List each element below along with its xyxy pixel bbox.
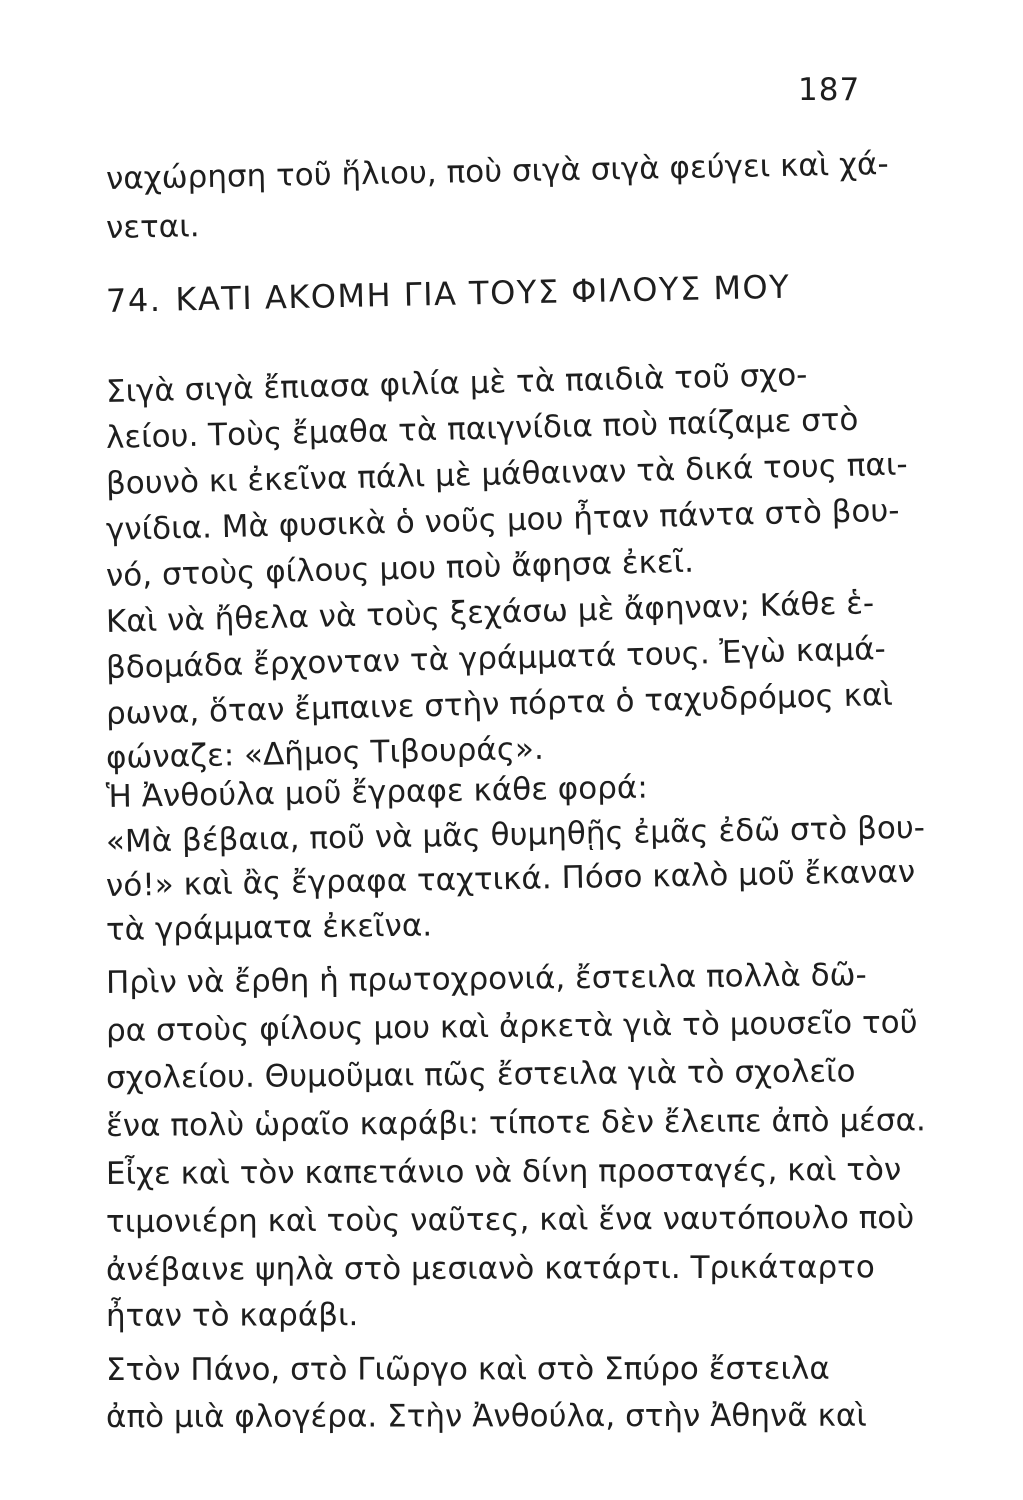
text-line: νεται.: [105, 208, 200, 246]
text-line: Πρὶν νὰ ἔρθη ἡ πρωτοχρονιά, ἔστειλα πολλὰ δῶ-: [105, 957, 867, 1001]
text-line: λείου. Τοὺς ἔμαθα τὰ παιγνίδια ποὺ παίζαμε στὸ: [105, 401, 859, 456]
text-line: «Μὰ βέβαια, ποῦ νὰ μᾶς θυμηθῇς ἐμᾶς ἐδῶ στὸ βου-: [105, 809, 926, 860]
text-line: ἀπὸ μιὰ φλογέρα. Στὴν Ἀνθούλα, στὴν Ἀθηνᾶ καὶ: [105, 1397, 867, 1435]
text-line: βδομάδα ἔρχονταν τὰ γράμματά τους. Ἐγὼ καμά-: [105, 630, 887, 686]
text-line: νό!» καὶ ἂς ἔγραφα ταχτικά. Πόσο καλὸ μοῦ ἔκαναν: [105, 853, 916, 904]
text-line: Ἡ Ἀνθούλα μοῦ ἔγραφε κάθε φορά:: [105, 769, 649, 815]
text-line: τιμονιέρη καὶ τοὺς ναῦτες, καὶ ἕνα ναυτόπουλο ποὺ: [105, 1199, 915, 1240]
text-line: τὰ γράμματα ἐκεῖνα.: [105, 907, 433, 948]
text-line: Καὶ νὰ ἤθελα νὰ τοὺς ξεχάσω μὲ ἄφηναν; Κάθε ἑ-: [105, 585, 875, 640]
text-line: ρωνα, ὅταν ἔμπαινε στὴν πόρτα ὁ ταχυδρόμος καὶ: [105, 676, 894, 732]
text-line: ἦταν τὸ καράβι.: [105, 1297, 359, 1334]
chapter-title: ΚΑΤΙ ΑΚΟΜΗ ΓΙΑ ΤΟΥΣ ΦΙΛΟΥΣ ΜΟΥ: [174, 267, 791, 319]
text-line: σχολείου. Θυμοῦμαι πῶς ἔστειλα γιὰ τὸ σχολεῖο: [105, 1053, 856, 1096]
text-line: ρα στοὺς φίλους μου καὶ ἀρκετὰ γιὰ τὸ μουσεῖο τοῦ: [105, 1004, 918, 1049]
text-line: Σιγὰ σιγὰ ἔπιασα φιλία μὲ τὰ παιδιὰ τοῦ σχο-: [105, 356, 808, 410]
text-line: βουνὸ κι ἐκεῖνα πάλι μὲ μάθαιναν τὰ δικά τους παι-: [105, 446, 908, 502]
chapter-number: 74.: [105, 280, 162, 320]
text-line: φώναζε: «Δῆμος Τιβουράς».: [105, 730, 545, 776]
text-line: ναχώρηση τοῦ ἥλιου, ποὺ σιγὰ σιγὰ φεύγει καὶ χά-: [105, 145, 889, 197]
text-line: Στὸν Πάνο, στὸ Γιῶργο καὶ στὸ Σπύρο ἔστειλα: [105, 1350, 830, 1388]
text-line: ἕνα πολὺ ὡραῖο καράβι: τίποτε δὲν ἔλειπε ἀπὸ μέσα.: [105, 1102, 926, 1144]
text-line: Εἶχε καὶ τὸν καπετάνιο νὰ δίνη προσταγές, καὶ τὸν: [105, 1151, 902, 1192]
text-line: ἀνέβαινε ψηλὰ στὸ μεσιανὸ κατάρτι. Τρικάταρτο: [105, 1249, 875, 1288]
text-line: γνίδια. Μὰ φυσικὰ ὁ νοῦς μου ἦταν πάντα στὸ βου-: [105, 492, 900, 548]
chapter-heading: [106, 265, 897, 320]
page-number: 187: [798, 72, 861, 108]
text-line: νό, στοὺς φίλους μου ποὺ ἄφησα ἐκεῖ.: [105, 543, 695, 594]
